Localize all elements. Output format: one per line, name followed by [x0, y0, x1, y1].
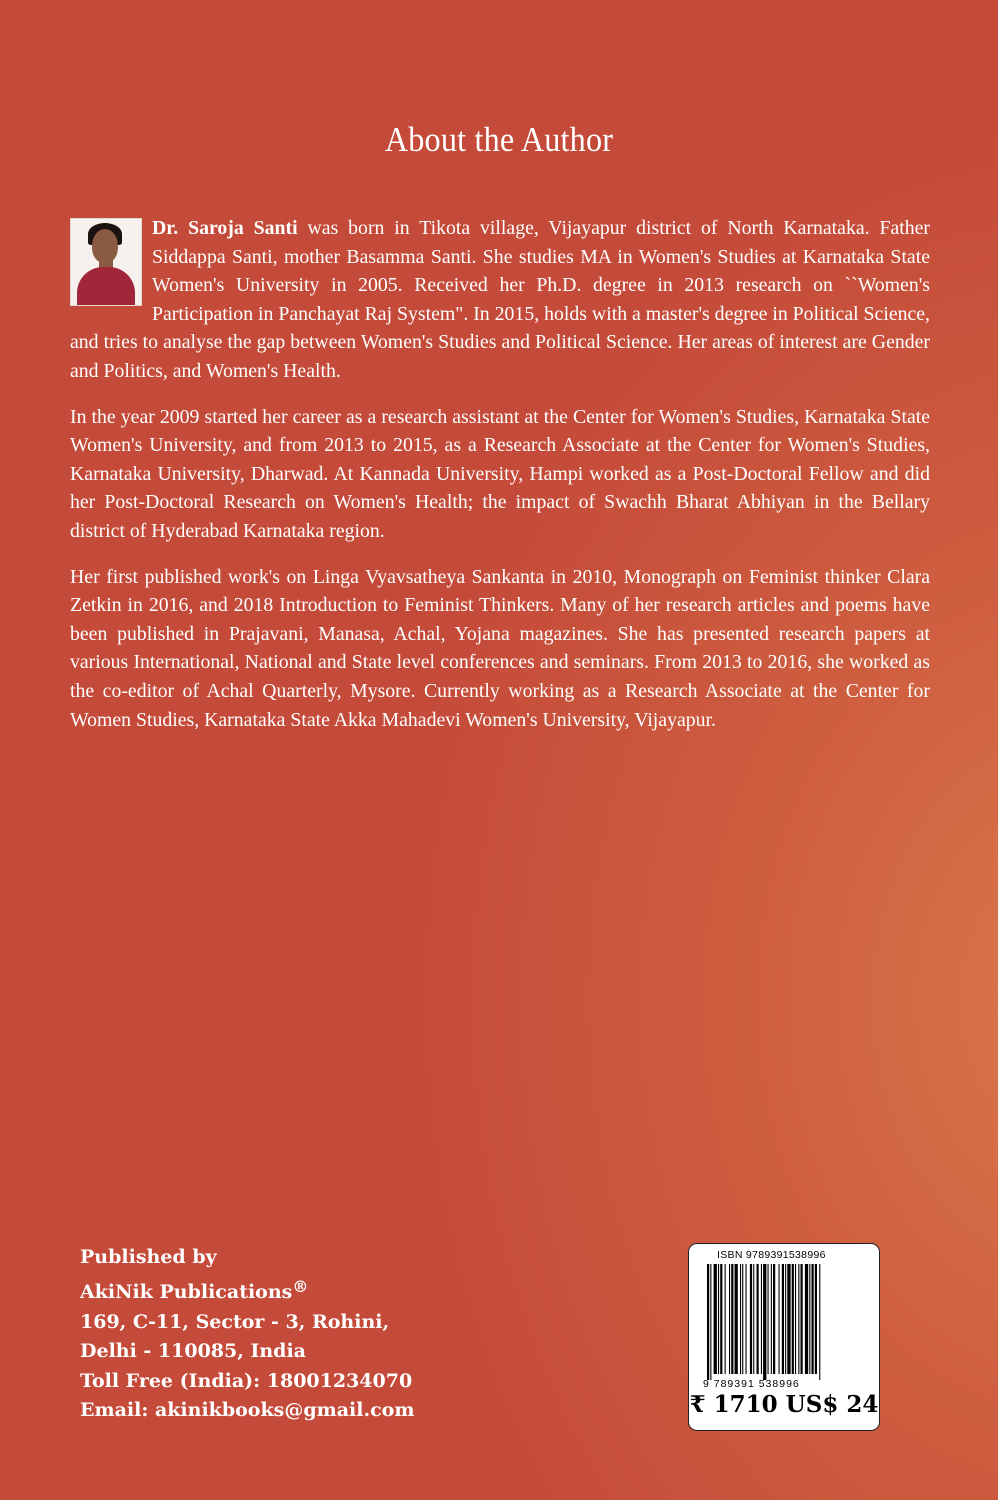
page-title: About the Author	[384, 120, 614, 159]
author-photo	[70, 218, 142, 306]
barcode-bar	[782, 1264, 784, 1374]
barcode-bar	[819, 1264, 820, 1380]
barcode-bar	[718, 1264, 719, 1374]
barcode-bar	[710, 1264, 711, 1380]
barcode-bar	[801, 1264, 803, 1374]
bio-paragraph-3: Her first published work's on Linga Vyavsatheya Sankanta in 2010, Monograph on Feminist thinker Clara Zetkin in 2016, and 2018 Introduction to Feminist Thinkers. Many of her research articles and poems have been published in Prajavani, Manasa, Achal, Yojana magazines. She has presented research papers at various International, National and State level conferences and seminars. From 2013 to 2016, she worked as the co-editor of Achal Quarterly, Mysore. Currently working as a Research Associate at the Center for Women Studies, Karnataka State Akka Mahadevi Women's University, Vijayapur.	[70, 565, 930, 731]
author-bio	[70, 214, 930, 751]
barcode-bar	[742, 1264, 743, 1374]
barcode-bar	[771, 1264, 772, 1374]
barcode-bar	[761, 1264, 762, 1374]
published-by-label: Published by	[80, 1246, 217, 1268]
barcode-bar	[714, 1264, 717, 1374]
price-label: ₹ 1710 US$ 24	[689, 1391, 879, 1418]
publisher-address-1: 169, C-11, Sector - 3, Rohini,	[80, 1310, 390, 1333]
bio-paragraph-1-text: was born in Tikota village, Vijayapur district of North Karnataka. Father Siddappa Santi, mother Basamma Santi. She studies MA in Women's Studies at Karnataka State Women's University in 2005. Received her Ph.D. degree in 2013 research on ``Women's Participation in Panchayat Raj System". In 2015, holds with a master's degree in Political Science, and tries to analyse the gap between Women's Studies and Political Science. Her areas of interest are Gender and Politics, and Women's Health.	[70, 217, 930, 382]
bio-paragraph-2: In the year 2009 started her career as a research assistant at the Center for Women's Studies, Karnataka State Women's University, and from 2013 to 2015, as a Research Associate at the Center for Women's Studies, Karnataka University, Dharwad. At Kannada University, Hampi worked as a Post-Doctoral Fellow and did her Post-Doctoral Research on Women's Health; the impact of Swachh Bharat Abhiyan in the Bellary district of Hyderabad Karnataka region.	[70, 405, 930, 542]
publisher-block	[80, 1243, 414, 1425]
publisher-email: Email: akinikbooks@gmail.com	[80, 1399, 415, 1422]
author-name: Dr. Saroja Santi	[152, 217, 298, 239]
barcode-bar	[740, 1264, 741, 1374]
barcode-bar	[787, 1264, 790, 1374]
bio-paragraph-1	[70, 214, 930, 386]
barcode-digits: 9 789391 538996	[703, 1378, 800, 1390]
publisher-name-line	[80, 1272, 414, 1307]
barcode-bar	[815, 1264, 817, 1374]
barcode-bar	[768, 1264, 769, 1374]
barcode-bar	[763, 1264, 766, 1380]
barcode-bar	[785, 1264, 786, 1374]
publisher-address-2: Delhi - 110085, India	[80, 1340, 306, 1363]
isbn-barcode-box	[688, 1243, 880, 1431]
barcode-bar	[753, 1264, 754, 1374]
barcode-bar	[720, 1264, 722, 1374]
barcode-bar	[729, 1264, 730, 1374]
barcode-bar	[773, 1264, 775, 1374]
isbn-label: ISBN 9789391538996	[717, 1249, 826, 1261]
publisher-name: AkiNik Publications	[80, 1281, 293, 1304]
publisher-phone: Toll Free (India): 18001234070	[80, 1369, 413, 1392]
barcode-bar	[735, 1264, 738, 1374]
barcode-bar	[757, 1264, 759, 1374]
barcode-bar	[809, 1264, 810, 1374]
barcode-bar	[798, 1264, 799, 1374]
barcode-bar	[707, 1264, 709, 1380]
barcode-bar	[805, 1264, 808, 1374]
barcode-bar	[779, 1264, 780, 1374]
barcode-bar	[792, 1264, 794, 1374]
barcode-bar	[725, 1264, 726, 1374]
registered-mark: ®	[292, 1277, 309, 1297]
barcode-bar	[731, 1264, 733, 1374]
barcode-bar	[812, 1264, 814, 1374]
barcode-bar	[750, 1264, 752, 1374]
barcode-bars	[705, 1264, 863, 1380]
barcode-bar	[746, 1264, 747, 1374]
barcode-bar	[795, 1264, 796, 1374]
